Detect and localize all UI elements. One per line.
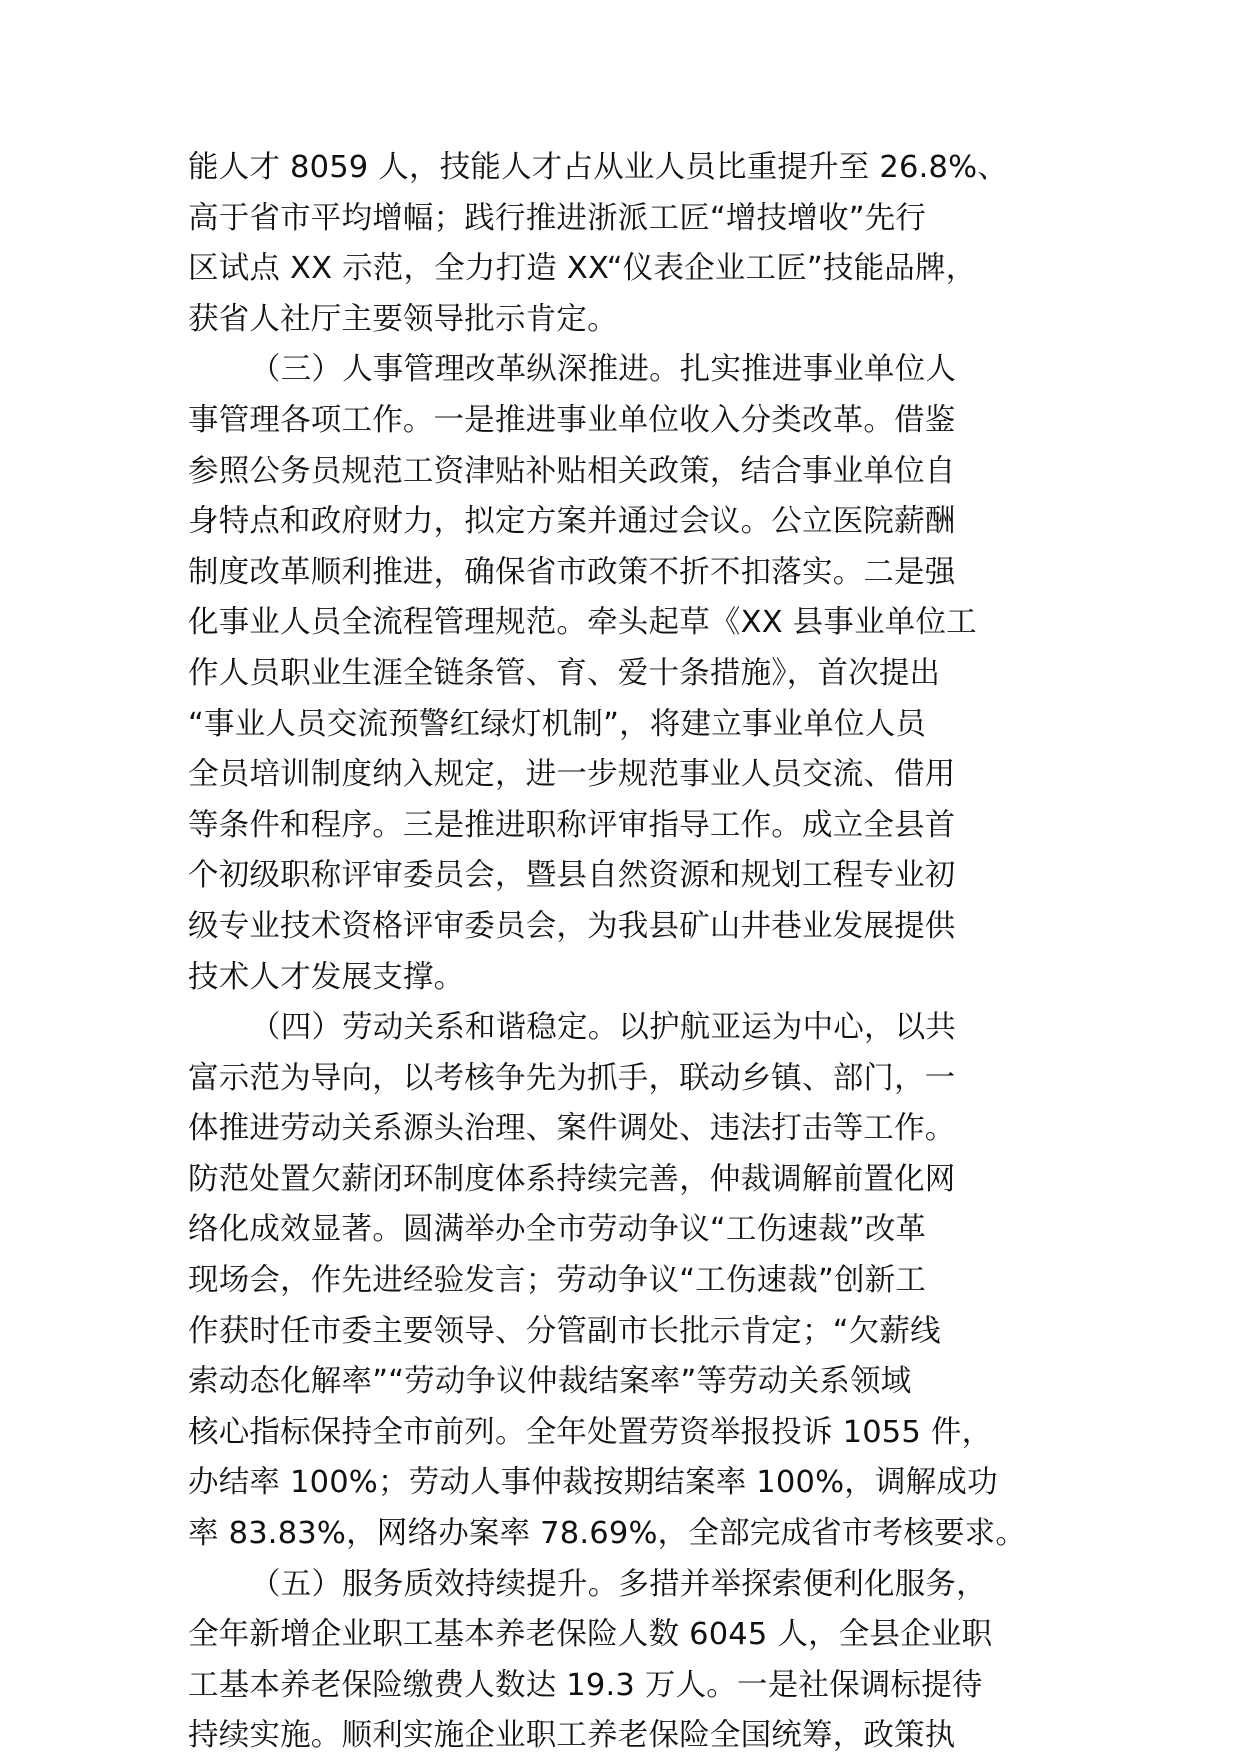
- text-line: 级专业技术资格评审委员会，为我县矿山井巷业发展提供: [188, 908, 956, 944]
- text-line: 工基本养老保险缴费人数达 19.3 万人。一是社保调标提待: [188, 1667, 983, 1703]
- text-line: 全员培训制度纳入规定，进一步规范事业人员交流、借用: [188, 757, 956, 793]
- text-line: 防范处置欠薪闭环制度体系持续完善，仲裁调解前置化网: [188, 1161, 956, 1197]
- text-line: 化事业人员全流程管理规范。牵头起草《XX 县事业单位工: [188, 605, 977, 641]
- text-line: 事管理各项工作。一是推进事业单位收入分类改革。借鉴: [188, 402, 956, 438]
- text-line: 获省人社厅主要领导批示肯定。: [188, 301, 618, 337]
- text-line: 体推进劳动关系源头治理、案件调处、违法打击等工作。: [188, 1111, 956, 1147]
- text-line: 参照公务员规范工资津贴补贴相关政策，结合事业单位自: [188, 453, 956, 489]
- text-line: 作获时任市委主要领导、分管副市长批示肯定；“欠薪线: [188, 1313, 941, 1349]
- text-line: 作人员职业生涯全链条管、育、爱十条措施》，首次提出: [188, 655, 941, 691]
- text-line: 个初级职称评审委员会，暨县自然资源和规划工程专业初: [188, 858, 956, 894]
- text-line: 办结率 100%；劳动人事仲裁按期结案率 100%，调解成功: [188, 1465, 998, 1501]
- text-line: 富示范为导向，以考核争先为抓手，联动乡镇、部门，一: [188, 1060, 956, 1096]
- text-line: 能人才 8059 人，技能人才占从业人员比重提升至 26.8%、: [188, 150, 1008, 185]
- text-line: 制度改革顺利推进，确保省市政策不折不扣落实。二是强: [188, 554, 956, 590]
- text-line: 区试点 XX 示范，全力打造 XX“仪表企业工匠”技能品牌，: [188, 251, 977, 287]
- text-line: 技术人才发展支撑。: [188, 959, 465, 995]
- document-body: [188, 143, 1078, 1762]
- paragraph-start-line: （四）劳动关系和谐稳定。以护航亚运为中心，以共: [250, 1010, 957, 1046]
- text-line: 高于省市平均增幅；践行推进浙派工匠“增技增收”先行: [188, 200, 927, 236]
- paragraph-start-line: （五）服务质效持续提升。多措并举探索便利化服务，: [250, 1566, 987, 1602]
- text-line: 持续实施。顺利实施企业职工养老保险全国统筹，政策执: [188, 1718, 956, 1754]
- text-line: 索动态化解率”“劳动争议仲裁结案率”等劳动关系领域: [188, 1364, 912, 1400]
- text-line: “事业人员交流预警红绿灯机制”，将建立事业单位人员: [188, 706, 927, 742]
- text-line: 全年新增企业职工基本养老保险人数 6045 人，全县企业职: [188, 1617, 993, 1653]
- text-line: 身特点和政府财力，拟定方案并通过会议。公立医院薪酬: [188, 504, 956, 540]
- text-line: 络化成效显著。圆满举办全市劳动争议“工伤速裁”改革: [188, 1212, 927, 1248]
- text-line: 现场会，作先进经验发言；劳动争议“工伤速裁”创新工: [188, 1263, 927, 1299]
- text-line: 率 83.83%，网络办案率 78.69%，全部完成省市考核要求。: [188, 1516, 1027, 1552]
- text-line: 等条件和程序。三是推进职称评审指导工作。成立全县首: [188, 807, 956, 843]
- paragraph-start-line: （三）人事管理改革纵深推进。扎实推进事业单位人: [250, 352, 957, 388]
- text-line: 核心指标保持全市前列。全年处置劳资举报投诉 1055 件，: [188, 1414, 993, 1450]
